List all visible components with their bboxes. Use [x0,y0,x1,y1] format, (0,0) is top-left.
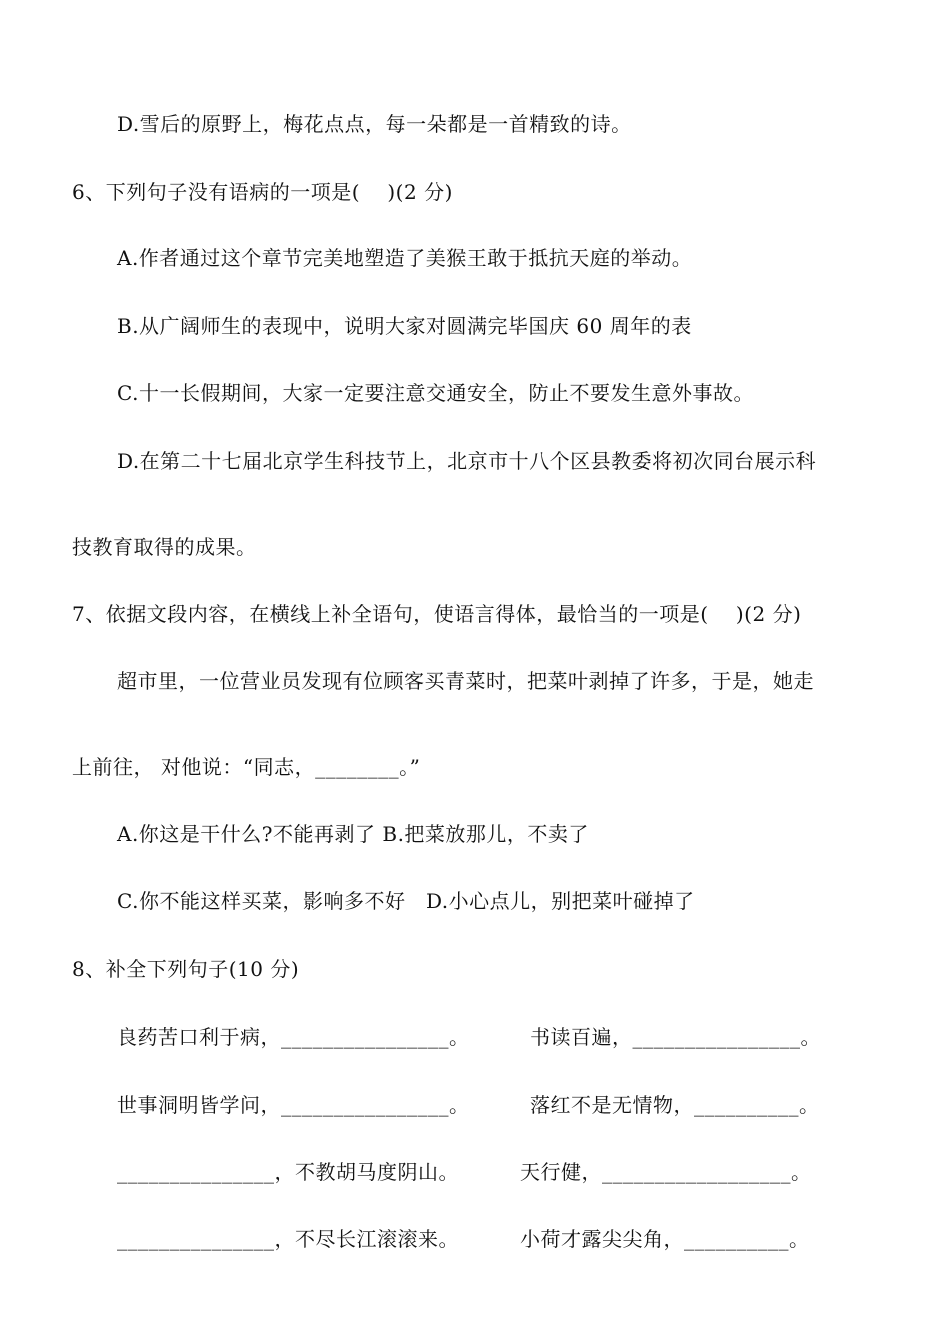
q6-option-c: C.十一长假期间，大家一定要注意交通安全，防止不要发生意外事故。 [117,381,754,405]
q8-row3-right: 天行健，__________________。 [520,1160,812,1184]
q8-row1-right: 书读百遍，________________。 [530,1025,821,1049]
q8-row4-right: 小荷才露尖尖角，__________。 [520,1227,810,1251]
q6-option-b: B.从广阔师生的表现中，说明大家对圆满完毕国庆 60 周年的表 [117,314,692,338]
q8-row1-left: 良药苦口利于病，________________。 [117,1025,470,1049]
q8-row3-left: _______________，不教胡马度阴山。 [117,1160,459,1184]
q7-stem: 7、依据文段内容，在横线上补全语句，使语言得体，最恰当的一项是( )(2 分) [72,602,802,626]
q6-option-d-line2: 技教育取得的成果。 [72,535,257,559]
q8-row2-right: 落红不是无情物，__________。 [530,1093,820,1117]
q5-option-d: D.雪后的原野上，梅花点点，每一朵都是一首精致的诗。 [117,112,632,136]
q7-options-cd: C.你不能这样买菜，影响多不好 D.小心点儿，别把菜叶碰掉了 [117,889,695,913]
q6-option-a: A.作者通过这个章节完美地塑造了美猴王敢于抵抗天庭的举动。 [117,246,693,270]
q7-passage-line2: 上前往， 对他说：“同志，________。” [72,755,421,779]
q8-row4-left: _______________，不尽长江滚滚来。 [117,1227,459,1251]
q8-stem: 8、补全下列句子(10 分) [72,957,300,981]
q7-options-ab: A.你这是干什么?不能再剥了 B.把菜放那儿，不卖了 [117,822,589,846]
q8-row2-left: 世事洞明皆学问，________________。 [117,1093,470,1117]
q6-stem: 6、下列句子没有语病的一项是( )(2 分) [72,180,453,204]
q7-passage-line1: 超市里，一位营业员发现有位顾客买青菜时，把菜叶剥掉了许多，于是，她走 [117,669,814,693]
q6-option-d-line1: D.在第二十七届北京学生科技节上，北京市十八个区县教委将初次同台展示科 [117,449,817,473]
